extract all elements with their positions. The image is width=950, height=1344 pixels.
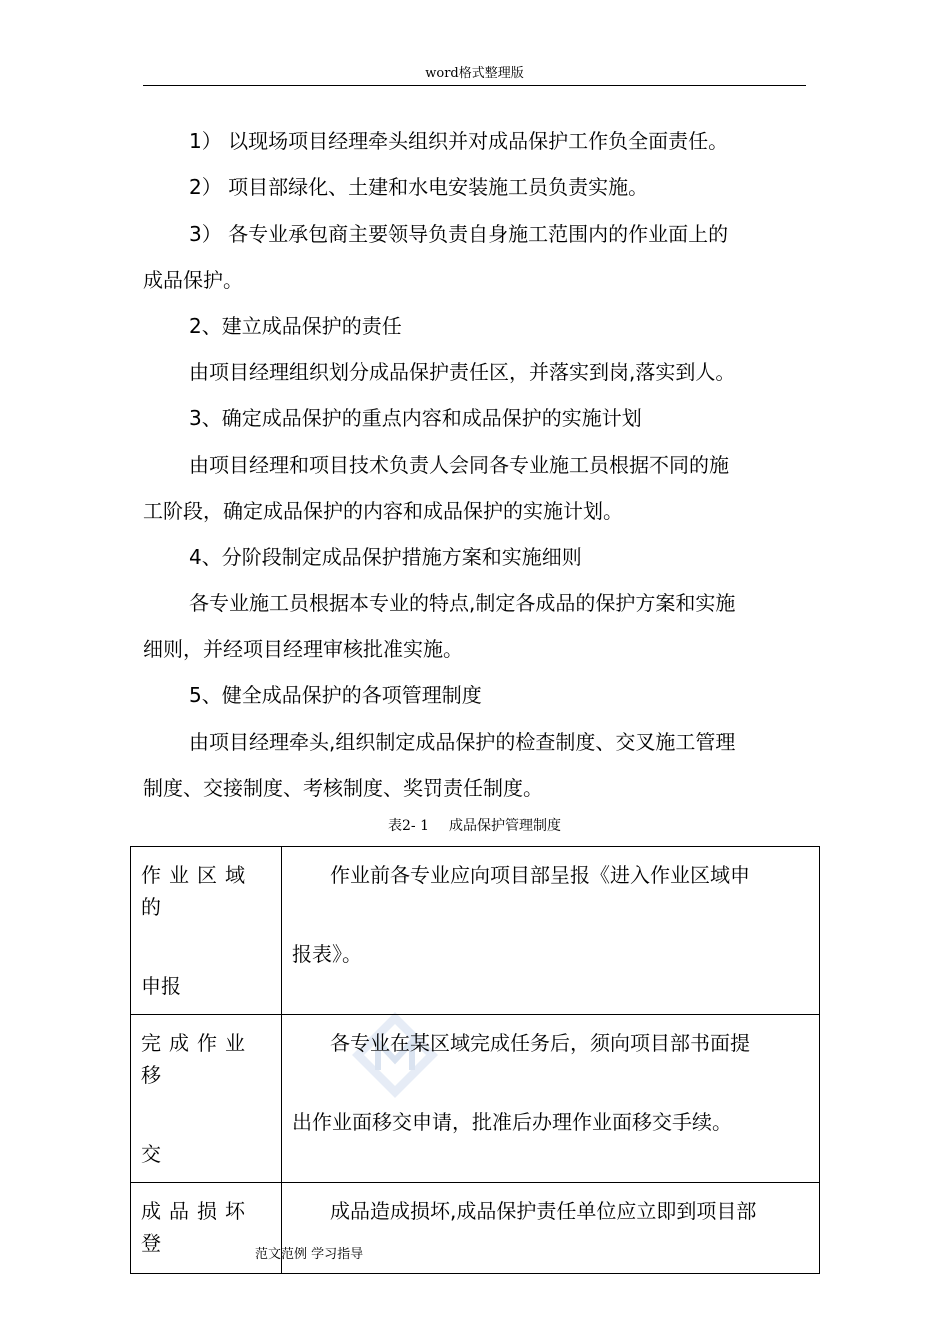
paragraph-3-line1: 3） 各专业承包商主要领导负责自身施工范围内的作业面上的 <box>189 222 729 246</box>
section-heading-3: 3、确定成品保护的重点内容和成品保护的实施计划 <box>189 406 642 430</box>
table-row-label: 作业区域的 申报 <box>131 847 282 1015</box>
paragraph-3-line2: 成品保护。 <box>143 268 243 292</box>
table-row <box>131 1183 820 1274</box>
section-heading-4: 4、分阶段制定成品保护措施方案和实施细则 <box>189 545 582 569</box>
paragraph-4: 由项目经理组织划分成品保护责任区，并落实到岗,落实到人。 <box>189 360 736 384</box>
paragraph-5-line2: 工阶段，确定成品保护的内容和成品保护的实施计划。 <box>143 499 623 523</box>
table-row-content: 作业前各专业应向项目部呈报《进入作业区域申 报表》。 <box>282 847 820 1015</box>
table-row-label: 成品损坏登 <box>131 1183 282 1274</box>
protection-management-table <box>130 846 820 1274</box>
paragraph-6-line1: 各专业施工员根据本专业的特点,制定各成品的保护方案和实施 <box>189 591 736 615</box>
page-header: word格式整理版 <box>425 66 524 81</box>
table-caption <box>143 816 806 836</box>
section-heading-5: 5、健全成品保护的各项管理制度 <box>189 683 482 707</box>
table-row-label: 完成作业移 交 <box>131 1015 282 1183</box>
table-row-content: 成品造成损坏,成品保护责任单位应立即到项目部 <box>282 1183 820 1274</box>
paragraph-1: 1） 以现场项目经理牵头组织并对成品保护工作负全面责任。 <box>189 129 729 153</box>
paragraph-5-line1: 由项目经理和项目技术负责人会同各专业施工员根据不同的施 <box>189 453 729 477</box>
table-row <box>131 847 820 1015</box>
header-divider <box>143 85 806 86</box>
paragraph-2: 2） 项目部绿化、土建和水电安装施工员负责实施。 <box>189 175 649 199</box>
table-row-content: 各专业在某区域完成任务后，须向项目部书面提 出作业面移交申请，批准后办理作业面移交手续。 <box>282 1015 820 1183</box>
section-heading-2: 2、建立成品保护的责任 <box>189 314 402 338</box>
table-caption-title: 成品保护管理制度 <box>449 818 561 834</box>
paragraph-7-line2: 制度、交接制度、考核制度、奖罚责任制度。 <box>143 776 543 800</box>
paragraph-7-line1: 由项目经理牵头,组织制定成品保护的检查制度、交叉施工管理 <box>189 730 736 754</box>
table-row <box>131 1015 820 1183</box>
table-caption-number: 表2- 1 <box>388 818 429 834</box>
page-footer: 范文范例 学习指导 <box>255 1247 364 1262</box>
paragraph-6-line2: 细则，并经项目经理审核批准实施。 <box>143 637 463 661</box>
